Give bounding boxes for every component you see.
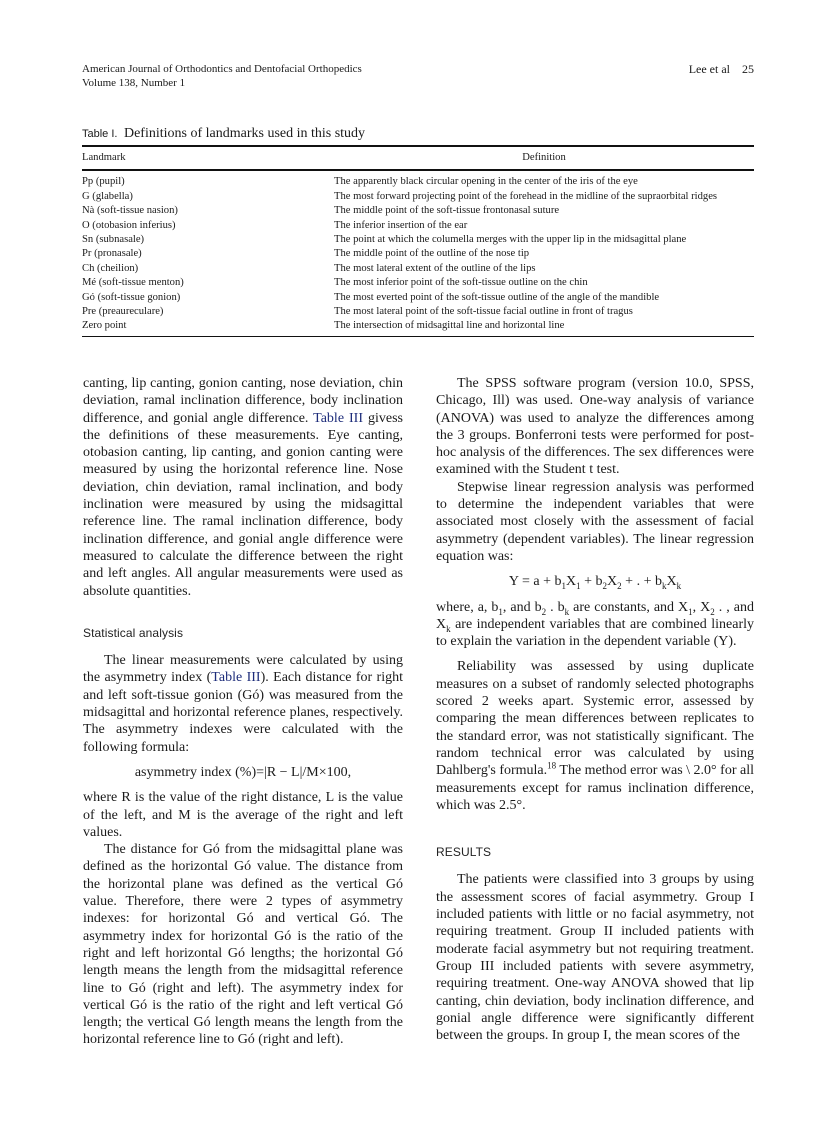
journal-name: American Journal of Orthodontics and Dentofacial Orthopedics [82,63,362,75]
paragraph: Stepwise linear regression analysis was performed to determine the independent variables that were associated most closely with the assessment of facial asymmetry (dependent variables). The linear regression equation was: [436,479,754,564]
paragraph: The distance for Gó from the midsagittal plane was defined as the horizontal Gó value. The distance from the horizontal plane was defined as the vertical Gó value. Therefore, there were 2 types of asymmetry indexes: for horizontal Gó and vertical Gó. The asymmetry index for horizontal Gó is the ratio of the right and left horizontal Gó lengths; the horizontal Gó length means the length from the midsagittal reference line to Gó (right and left). The asymmetry index for vertical Gó is the ratio of the right and left vertical Gó length; the vertical Gó length means the length from the horizontal reference line to Gó (right and left). [83,842,403,1048]
page-number: 25 [742,62,754,76]
paragraph: The patients were classified into 3 groups by using the assessment scores of facial asymmetry. Group I included patients with little or no facial asymmetry, not requiring treatment. Group II included patients with moderate facial asymmetry but not requiring treatment. Group III included patients with severe asymmetry, requiring treatment. One-way ANOVA showed that lip canting, chin deviation, body inclination difference, and gonial angle difference were significantly different between the groups. In group I, the mean scores of the [436,872,754,1044]
landmark-cell: O (otobasion inferius) [82,219,176,231]
definition-cell: The point at which the columella merges with the upper lip in the midsagittal plane [334,234,687,246]
authors: Lee et al [688,62,730,76]
paragraph [436,658,754,814]
landmark-cell: Pre (preaureculare) [82,306,164,318]
landmark-cell: Sn (subnasale) [82,234,145,246]
definition-cell: The middle point of the outline of the nose tip [334,248,530,260]
landmark-cell: Nà (soft-tissue nasion) [82,205,178,217]
section-heading-statistical-analysis: Statistical analysis [83,625,184,640]
landmark-cell: Zero point [82,320,127,332]
landmark-cell: Gó (soft-tissue gonion) [82,291,181,303]
running-head-author-page [689,62,754,76]
right-column [436,375,754,1044]
table-row [82,219,754,233]
table-row [82,233,754,247]
header-landmark: Landmark [82,152,126,163]
landmark-cell: Mé (soft-tissue menton) [82,277,184,289]
table-label: Table I. [82,128,118,140]
table-row [82,305,754,319]
journal-volume: Volume 138, Number 1 [82,77,186,89]
table-row [82,276,754,290]
table-row [82,319,754,336]
landmark-cell: Pp (pupil) [82,176,125,188]
table-row [82,204,754,218]
definition-cell: The most lateral extent of the outline of the lips [334,262,536,274]
paragraph-text: The linear measurements were calculated by using the asymmetry index ( [83,653,403,686]
paragraph-text: ). Each distance for right and left soft-tissue gonion (Gó) was measured from the midsagittal and horizontal reference planes, respectively. The asymmetry indexes were calculated with the following formula: [83,670,403,755]
table-iii-link[interactable]: Table III [313,410,364,426]
table-title: Definitions of landmarks used in this study [123,126,366,141]
definition-cell: The most inferior point of the soft-tissue outline on the chin [334,277,588,289]
definition-cell: The middle point of the soft-tissue frontonasal suture [334,205,560,217]
paragraph: The SPSS software program (version 10.0, SPSS, Chicago, Ill) was used. One-way analysis of variance (ANOVA) was used to analyze the differences among the 3 groups. Bonferroni tests were performed for post-hoc analysis of the differences. The sex differences were examined with the Student t test. [436,376,754,478]
paragraph: where R is the value of the right distance, L is the value of the left, and M is the average of the right and left values. [83,790,403,840]
paragraph [83,375,403,600]
table-header-row [82,146,754,170]
definition-cell: The most forward projecting point of the forehead in the midline of the supraorbital ridges [334,190,718,202]
asymmetry-formula: asymmetry index (%)=|R − L|/M×100, [134,764,352,780]
landmark-table [82,145,754,337]
table-caption [82,126,365,142]
definition-cell: The intersection of midsagittal line and horizontal line [334,320,565,332]
table-row [82,190,754,204]
definition-cell: The most everted point of the soft-tissue outline of the angle of the mandible [334,291,660,303]
table-row [82,291,754,305]
header-definition: Definition [522,152,566,163]
paragraph-text: givess the definitions of these measurements. Eye canting, otobasion canting, lip canting, and gonion canting were measured by using the horizontal reference line. Nose deviation, chin deviation, ramal inclination, and body inclination were measured by using the midsagittal reference line. The ramal inclination difference, body inclination difference, and gonial angle difference were measured to calculate the difference between the right and left angles. All angular measurements were used as absolute quantities. [83,410,403,599]
reference-18[interactable]: 18 [547,760,557,771]
landmark-cell: Ch (cheilion) [82,262,139,274]
table-row [82,262,754,276]
paragraph: where, a, $b_1$, and $b_2$ . $b_k$ are constants, and $X_1$, $X_2$ . , and $X_k$ are independent variables that are combined linearly to explain the variation in the dependent variable (Y). [436,599,754,650]
definition-cell: The apparently black circular opening in the center of the iris of the eye [334,176,638,188]
table-row [82,170,754,189]
paragraph-text: The method error was \ 2.0° for all measurements except for ramus inclination difference, which was 2.5°. [436,763,754,813]
definition-cell: The most lateral point of the soft-tissue facial outline in front of tragus [334,306,633,318]
section-heading-results: RESULTS [436,845,492,860]
paragraph-text: canting, lip canting, gonion canting, nose deviation, chin deviation, ramal inclination difference, body inclination difference, and gonial angle difference. [83,376,403,426]
landmark-cell: G (glabella) [82,190,133,202]
paragraph [83,652,403,756]
landmark-cell: Pr (pronasale) [82,248,142,260]
regression-equation: $Y = a + b_1X_1 + b_2X_2$ + . + $b_kX_k$ [508,574,682,592]
running-head-journal [82,62,362,90]
paragraph-text: Reliability was assessed by using duplicate measures on a subset of randomly selected photographs scored 2 weeks apart. Systemic error, assessed by comparing the mean differences between replicates to the standard error, was not statistically significant. The random technical error was calculated by using Dahlberg's formula. [436,659,754,779]
definition-cell: The inferior insertion of the ear [334,219,468,231]
left-column [83,375,403,1049]
table-row [82,247,754,261]
table-iii-link[interactable]: Table III [211,670,261,686]
